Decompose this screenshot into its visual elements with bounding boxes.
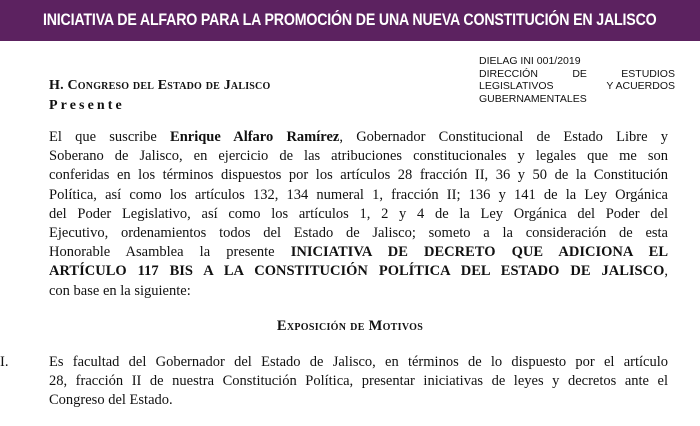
- section-heading: Exposición de Motivos: [276, 318, 424, 334]
- paragraph-line: con base en la siguiente:: [49, 282, 191, 299]
- paragraph-line: [49, 243, 668, 262]
- paragraph-line: 28, fracción II de nuestra Constitución Política, presentar iniciativas de leyes y decretos ante el: [49, 373, 668, 390]
- body-paragraph: [49, 128, 668, 301]
- point-numeral: I.: [0, 354, 9, 370]
- reference-word: DE: [572, 67, 587, 80]
- reference-office-line: GUBERNAMENTALES: [479, 92, 587, 105]
- line-text: , Gobernador Constitucional de Estado Libre y: [339, 129, 668, 145]
- paragraph-line: Congreso del Estado.: [49, 392, 173, 409]
- document-reference: [479, 55, 675, 105]
- line-text: ,: [664, 263, 668, 280]
- reference-word: Y ACUERDOS: [606, 80, 675, 92]
- reference-word: ESTUDIOS: [621, 67, 675, 80]
- author-name: Enrique Alfaro Ramírez: [170, 129, 340, 145]
- reference-word: LEGISLATIVOS: [479, 80, 554, 92]
- addressee: [49, 76, 270, 116]
- paragraph-line: Soberano de Jalisco, en ejercicio de las atribuciones constitucionales y legales que me son: [49, 148, 668, 165]
- point-paragraph: [49, 353, 668, 411]
- paragraph-line: del Poder Legislativo, así como los artículos 1, 2 y 4 de la Ley Orgánica del Poder del: [49, 205, 668, 222]
- reference-code: DIELAG INI 001/2019: [479, 55, 581, 67]
- addressee-greeting: Presente: [49, 98, 125, 113]
- header-banner: [0, 0, 700, 41]
- paragraph-line: Es facultad del Gobernador del Estado de Jalisco, en términos de lo dispuesto por el artículo: [49, 354, 668, 370]
- initiative-title: ARTÍCULO 117 BIS A LA CONSTITUCIÓN POLÍTICA DEL ESTADO DE JALISCO: [49, 263, 665, 280]
- reference-office-line: [479, 80, 675, 93]
- paragraph-line: [49, 128, 668, 147]
- paragraph-line: [49, 262, 668, 281]
- line-text: El que suscribe: [49, 129, 171, 145]
- line-text: Honorable Asamblea la presente: [49, 244, 291, 261]
- initiative-title: INICIATIVA DE DECRETO QUE ADICIONA EL: [290, 244, 668, 261]
- reference-office-line: [479, 68, 675, 81]
- paragraph-line: conferidas en los términos dispuestos por los artículos 28 fracción II, 36 y 50 de la Constitución: [49, 167, 668, 184]
- reference-word: DIRECCIÓN: [479, 67, 538, 80]
- paragraph-line: Política, así como los artículos 132, 134 numeral 1, fracción II; 136 y 141 de la Ley Orgánica: [49, 186, 668, 203]
- banner-title: INICIATIVA DE ALFARO PARA LA PROMOCIÓN DE UNA NUEVA CONSTITUCIÓN EN JALISCO: [43, 11, 657, 29]
- paragraph-line: Ejecutivo, ordenamientos todos del Estado de Jalisco; someto a la consideración de esta: [49, 225, 668, 242]
- addressee-name: H. Congreso del Estado de Jalisco: [49, 78, 271, 93]
